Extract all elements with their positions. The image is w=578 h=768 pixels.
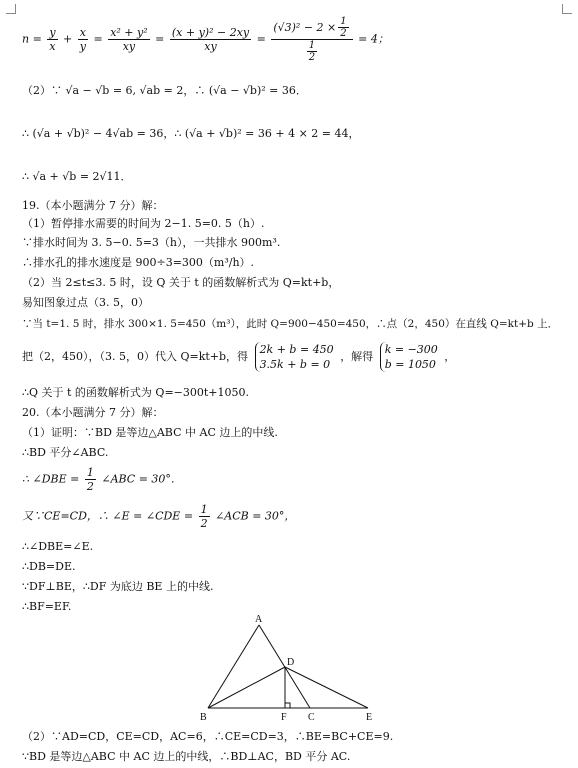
q20-line-5: ∴∠DBE=∠E.: [22, 540, 94, 553]
label-d: D: [287, 657, 295, 668]
label-f: F: [281, 712, 287, 723]
solution-k: k = −300: [384, 343, 438, 356]
segment-ba: [208, 625, 259, 708]
right-angle-mark: [285, 703, 290, 708]
q20-line-9: （2）∵AD=CD，CE=CD，AC=6，∴CE=CD=3，∴BE=BC+CE=9.: [22, 730, 394, 743]
q20-line-1: （1）证明：∵BD 是等边△ABC 中 AC 边上的中线.: [22, 426, 278, 439]
q19-line-2: ∵排水时间为 3. 5−0. 5=3（h），一共排水 900m³.: [22, 236, 281, 249]
frac-sum-squares: $\frac{\text{x² + y²}}{xy}$: [110, 26, 148, 53]
frac-expanded: $\frac{\text{(x + y)² − 2xy}}{xy}$: [171, 26, 250, 53]
equals-sign: =: [256, 32, 266, 46]
q19-heading: 19.（本小题满分 7 分）解：: [22, 199, 164, 212]
q19-line-8: ∴Q 关于 t 的函数解析式为 Q=−300t+1050.: [22, 386, 249, 399]
solution-system: [380, 342, 438, 372]
trailing-comma: ，: [444, 350, 456, 363]
eq-lhs: n =: [22, 32, 42, 46]
q20-line-3: ∴ ∠DBE = $\frac{1}{2}$ ∠ABC = 30°．: [22, 466, 182, 493]
label-c: C: [308, 712, 315, 723]
corner-mark-top-right: [562, 4, 572, 14]
line-part2-result: ∴ √a + √b = 2√11．: [22, 170, 132, 183]
q20-line-6: ∴DB=DE.: [22, 560, 76, 573]
label-b: B: [200, 712, 207, 723]
equals-sign: =: [155, 32, 165, 46]
equation-system: [255, 342, 334, 372]
solve-text: ，解得: [340, 350, 374, 363]
q20-line-2: ∴BD 平分∠ABC.: [22, 446, 109, 459]
frac-x-over-y: $\frac{x}{y}$: [79, 26, 86, 53]
system-eq-2: 3.5k + b = 0: [259, 358, 331, 371]
q20-line-8: ∴BF=EF.: [22, 600, 72, 613]
system-eq-1: 2k + b = 450: [259, 343, 334, 356]
q20-line-7: ∵DF⊥BE，∴DF 为底边 BE 上的中线.: [22, 580, 214, 593]
q19-line-6: ∵当 t=1. 5 时，排水 300×1. 5=450（m³），此时 Q=900−450=450，∴点（2，450）在直线 Q=kt+b 上．: [22, 318, 559, 330]
label-e: E: [366, 712, 373, 723]
line-part2-square: ∴ (√a + √b)² − 4√ab = 36，∴ (√a + √b)² = 36 + 4 × 2 = 44，: [22, 127, 360, 140]
q19-line-1: （1）暂停排水需要的时间为 2−1. 5=0. 5（h）.: [22, 217, 265, 230]
label-a: A: [255, 614, 263, 625]
q19-line-4: （2）当 2≤t≤3. 5 时，设 Q 关于 t 的函数解析式为 Q=kt+b，: [22, 276, 340, 289]
triangle-figure: [196, 612, 386, 724]
q19-line-5: 易知图象过点（3. 5，0）: [22, 296, 149, 309]
frac-numeric: (√3)² − 2 × $\frac{1}{2}$ $\frac{1}{2}$: [271, 16, 352, 63]
q20-heading: 20.（本小题满分 7 分）解：: [22, 406, 164, 419]
frac-y-over-x: $\frac{y}{x}$: [49, 26, 56, 53]
plus-sign: +: [63, 32, 73, 46]
q20-line-10: ∵BD 是等边△ABC 中 AC 边上的中线，∴BD⊥AC，BD 平分 AC.: [22, 750, 351, 763]
corner-mark-top-left: [6, 4, 16, 14]
q19-line-7: [22, 342, 455, 372]
equation-n: [22, 16, 389, 63]
q19-line-3: ∴排水孔的排水速度是 900÷3=300（m³/h）.: [22, 256, 255, 269]
line-part2-given: （2）∵ √a − √b = 6, √ab = 2，∴ (√a − √b)² = 36．: [22, 84, 307, 97]
segment-bd: [208, 667, 285, 708]
substitution-text: 把（2，450），（3. 5，0）代入 Q=kt+b，得: [22, 350, 249, 363]
solution-b: b = 1050: [384, 358, 436, 371]
equals-sign: =: [93, 32, 103, 46]
q20-line-4: 又∵CE=CD，∴ ∠E = ∠CDE = $\frac{1}{2}$ ∠ACB = 30°，: [22, 503, 296, 530]
eq-result: = 4；: [358, 32, 389, 46]
